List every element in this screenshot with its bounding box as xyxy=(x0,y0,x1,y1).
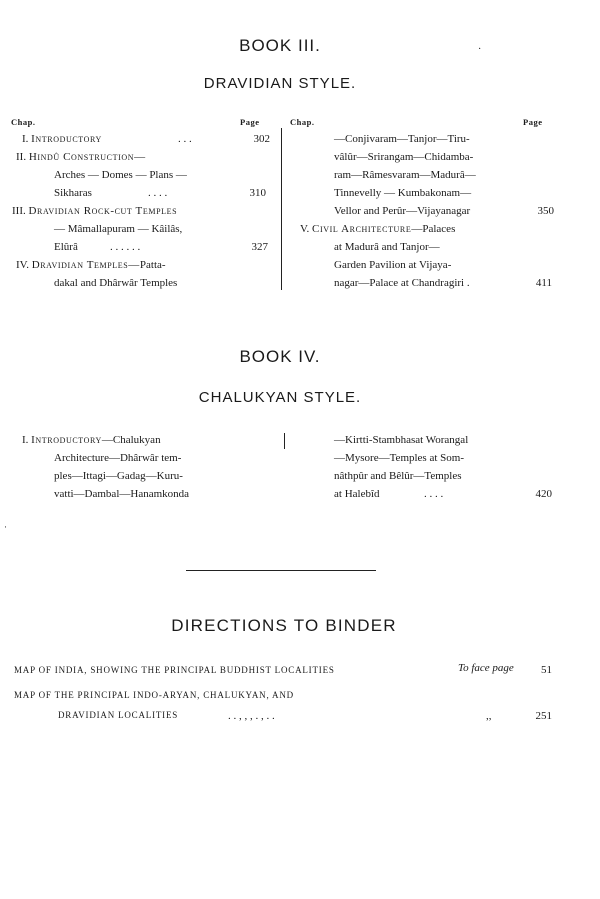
toc-entry-2 xyxy=(16,148,146,166)
toc-entry-1 xyxy=(22,431,161,449)
page-number: 420 xyxy=(535,488,552,500)
column-divider xyxy=(284,433,285,449)
page-header-left: Page xyxy=(240,117,260,127)
toc-line: —Mysore—Temples at Som- xyxy=(334,452,464,464)
chapter-number: I. xyxy=(22,133,29,145)
chapter-title: Introductory xyxy=(31,133,102,145)
book4-subtitle: CHALUKYAN STYLE. xyxy=(198,389,362,406)
toc-entry-5 xyxy=(300,220,455,238)
leader-dots: . . . . . . xyxy=(110,241,141,253)
toc-line: dakal and Dhârwâr Temples xyxy=(54,277,178,289)
chapter-number: II. xyxy=(16,151,27,163)
chapter-title-continuation: —Palaces xyxy=(411,223,456,235)
chapter-title: Hindû Construction— xyxy=(28,151,146,163)
toc-line: —Kirtti-Stambhasat Worangal xyxy=(334,434,469,446)
leader-dots: . . . . xyxy=(148,187,168,199)
page-number: 51 xyxy=(541,664,552,676)
page-number: 310 xyxy=(249,187,266,199)
map-entry-1: MAP OF INDIA, SHOWING THE PRINCIPAL BUDDHIST LOCALITIES xyxy=(14,665,335,675)
toc-line: Elûrâ xyxy=(54,241,78,253)
toc-line: Arches — Domes — Plans — xyxy=(54,169,187,181)
directions-title: DIRECTIONS TO BINDER xyxy=(171,616,397,635)
toc-line: Vellor and Perûr—Vijayanagar xyxy=(334,205,471,217)
toc-line: Garden Pavilion at Vijaya- xyxy=(334,259,452,271)
page-number: 251 xyxy=(535,710,552,722)
chap-header-right: Chap. xyxy=(290,117,315,127)
page-header-right: Page xyxy=(523,117,543,127)
toc-line: — Mâmallapuram — Kâilâs, xyxy=(54,223,183,235)
chapter-number: V. xyxy=(300,223,310,235)
chap-header-left: Chap. xyxy=(11,117,36,127)
column-divider xyxy=(281,128,282,290)
toc-line: ram—Râmesvaram—Madurâ— xyxy=(334,169,476,181)
toc-line: vâlûr—Srirangam—Chidamba- xyxy=(334,151,474,163)
toc-line: Sikharas xyxy=(54,187,92,199)
page-number: 350 xyxy=(537,205,554,217)
chapter-number: I. xyxy=(22,434,29,446)
chapter-title-continuation: Patta- xyxy=(139,259,166,271)
chapter-title: Dravidian Rock-cut Temples xyxy=(28,205,178,217)
toc-line: Architecture—Dhârwâr tem- xyxy=(54,452,182,464)
toc-entry-1 xyxy=(22,130,102,148)
page-number: 302 xyxy=(253,133,270,145)
map-entry-2-continued: DRAVIDIAN LOCALITIES xyxy=(58,710,179,720)
page-number: 411 xyxy=(535,277,552,289)
chapter-title: Civil Architecture xyxy=(312,223,412,235)
toc-line: nâthpûr and Bêlûr—Temples xyxy=(334,470,462,482)
toc-line: nagar—Palace at Chandragiri . xyxy=(334,277,470,289)
chapter-title-continuation: —Chalukyan xyxy=(101,434,161,446)
leader-dots: . . . xyxy=(178,133,192,145)
map-entry-2: MAP OF THE PRINCIPAL INDO-ARYAN, CHALUKYAN, AND xyxy=(14,690,294,700)
toc-line: at Madurâ and Tanjor— xyxy=(334,241,440,253)
chapter-title: Dravidian Temples— xyxy=(31,259,140,271)
toc-entry-3 xyxy=(12,202,177,220)
toc-line: vatti—Dambal—Hanamkonda xyxy=(54,488,190,500)
toc-entry-4 xyxy=(16,256,166,274)
stray-mark: · xyxy=(478,44,482,55)
toc-line: Tinnevelly — Kumbakonam— xyxy=(334,187,472,199)
toc-line: —Conjivaram—Tanjor—Tiru- xyxy=(334,133,470,145)
toc-line: at Halebîd xyxy=(334,488,380,500)
section-rule xyxy=(186,570,376,571)
to-face-page-label: To face page xyxy=(458,662,514,674)
book4-title: BOOK IV. xyxy=(239,347,321,366)
book3-subtitle: DRAVIDIAN STYLE. xyxy=(203,75,357,92)
chapter-number: IV. xyxy=(16,259,29,271)
chapter-number: III. xyxy=(12,205,26,217)
book3-title: BOOK III. xyxy=(239,36,321,55)
leader-dots: . . , , , . , . . xyxy=(228,710,275,722)
toc-line: ples—Ittagi—Gadag—Kuru- xyxy=(54,470,183,482)
leader-dots: . . . . xyxy=(424,488,444,500)
chapter-title: Introductory xyxy=(31,434,102,446)
page-number: 327 xyxy=(251,241,268,253)
ditto-mark: ,, xyxy=(486,710,492,722)
stray-mark: · xyxy=(4,522,7,532)
